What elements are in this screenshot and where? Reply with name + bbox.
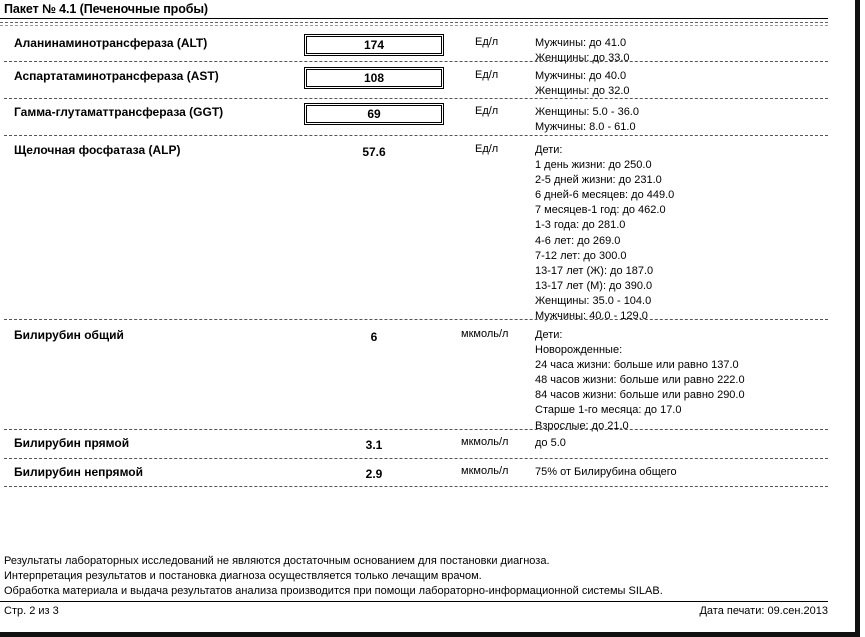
reference-line: Мужчины: 8.0 - 61.0: [535, 121, 636, 134]
row-separator: [4, 135, 828, 136]
footer-notes: [4, 554, 663, 599]
reference-line: Дети:: [535, 329, 563, 341]
reference-line: 7 месяцев-1 год: до 462.0: [535, 204, 666, 217]
reference-line: 48 часов жизни: больше или равно 222.0: [535, 374, 745, 387]
table-row: [0, 63, 828, 99]
table-row: [0, 459, 828, 487]
reference-line: 24 часа жизни: больше или равно 137.0: [535, 359, 739, 372]
reference-range: [535, 143, 674, 324]
reference-line: 13-17 лет (Ж): до 187.0: [535, 264, 654, 277]
page-number: Стр. 2 из 3: [4, 605, 59, 617]
reference-range: [535, 436, 566, 451]
test-name: Билирубин общий: [14, 328, 124, 342]
reference-line: 75% от Билирубина общего: [535, 466, 677, 478]
row-separator: [4, 61, 828, 62]
table-row: [0, 322, 828, 430]
test-result: 69: [304, 103, 444, 125]
reference-line: 6 дней-6 месяцев: до 449.0: [535, 189, 675, 202]
package-title: Пакет № 4.1 (Печеночные пробы): [4, 2, 208, 16]
print-date: Дата печати: 09.сен.2013: [699, 605, 828, 617]
test-name: Билирубин непрямой: [14, 465, 143, 479]
test-name: Гамма-глутаматтрансфераза (GGT): [14, 105, 224, 119]
reference-range: [535, 69, 630, 99]
reference-line: 4-6 лет: до 269.0: [535, 234, 621, 247]
table-row: [0, 430, 828, 459]
test-name: Аспартатаминотрансфераза (AST): [14, 69, 219, 83]
title-rule-dashed-2: [0, 25, 828, 26]
footer-rule: [0, 601, 828, 602]
test-result: 3.1: [365, 438, 383, 452]
reference-range: [535, 465, 677, 480]
reference-range: [535, 105, 639, 135]
reference-line: Женщины: 5.0 - 36.0: [535, 106, 639, 118]
table-row: [0, 30, 828, 65]
test-name: Билирубин прямой: [14, 436, 130, 450]
reference-line: Мужчины: до 40.0: [535, 70, 627, 82]
row-separator: [4, 319, 828, 320]
test-unit: мкмоль/л: [461, 436, 509, 448]
footer-note: Интерпретация результатов и постановка диагноза осуществляется только лечащим врачом.: [4, 570, 482, 582]
footer-note: Обработка материала и выдача результатов анализа производится при помощи лабораторно-информационной системы SILAB.: [4, 585, 663, 597]
test-result: 6: [370, 330, 378, 344]
reference-line: Женщины: до 32.0: [535, 85, 630, 98]
test-unit: Ед/л: [475, 143, 499, 155]
test-name: Аланинаминотрансфераза (ALT): [14, 36, 208, 50]
test-result: 2.9: [365, 467, 383, 481]
test-result: 108: [304, 67, 444, 89]
reference-line: 84 часов жизни: больше или равно 290.0: [535, 389, 745, 402]
reference-line: Новорожденные:: [535, 344, 623, 357]
table-row: [0, 137, 828, 323]
test-name: Щелочная фосфатаза (ALP): [14, 143, 181, 157]
test-unit: Ед/л: [475, 36, 499, 48]
test-result: 57.6: [362, 145, 386, 159]
test-unit: Ед/л: [475, 105, 499, 117]
reference-line: Мужчины: 40.0 - 129.0: [535, 310, 648, 323]
title-rule-dashed: [0, 22, 828, 23]
reference-line: 1-3 года: до 281.0: [535, 219, 626, 232]
test-unit: мкмоль/л: [461, 328, 509, 340]
reference-line: Старше 1-го месяца: до 17.0: [535, 404, 682, 417]
title-rule: [0, 18, 828, 19]
reference-line: 1 день жизни: до 250.0: [535, 159, 652, 172]
reference-line: 13-17 лет (М): до 390.0: [535, 279, 653, 292]
reference-line: 2-5 дней жизни: до 231.0: [535, 174, 662, 187]
reference-range: [535, 328, 745, 434]
reference-line: до 5.0: [535, 437, 566, 449]
test-unit: Ед/л: [475, 69, 499, 81]
reference-line: Мужчины: до 41.0: [535, 37, 627, 49]
reference-line: Взрослые: до 21.0: [535, 419, 629, 432]
row-separator: [4, 486, 828, 487]
footer-note: Результаты лабораторных исследований не являются достаточным основанием для постановки диагноза.: [4, 555, 550, 567]
reference-line: Женщины: 35.0 - 104.0: [535, 294, 652, 307]
test-result: 174: [304, 34, 444, 56]
reference-line: 7-12 лет: до 300.0: [535, 249, 627, 262]
table-row: [0, 99, 828, 136]
test-unit: мкмоль/л: [461, 465, 509, 477]
reference-line: Женщины: до 33.0: [535, 52, 630, 65]
reference-line: Дети:: [535, 144, 563, 156]
